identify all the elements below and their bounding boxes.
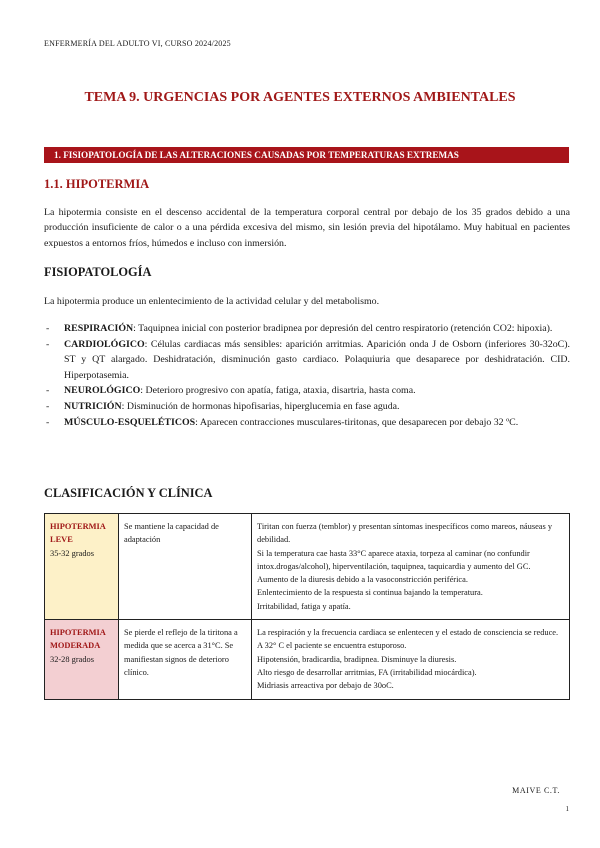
list-item-text: : Deterioro progresivo con apatía, fatiga, ataxia, disartria, hasta coma.: [140, 385, 416, 397]
intro-paragraph: La hipotermia consiste en el descenso accidental de la temperatura corporal central por debajo de los 35 grados debido a una producción insuficiente de calor o a una pérdida excesiva del mismo, sin lesión previa del hipotálamo. Muy habitual en pacientes expuestos a entornos fríos, húmedos e incluso con inmersión.: [44, 207, 570, 249]
dash-bullet: -: [46, 416, 50, 428]
detail-line: Enlentecimiento de la respuesta si continua bajando la temperatura.: [257, 588, 483, 598]
details-cell: [252, 620, 570, 699]
summary-cell: Se mantiene la capacidad de adaptación: [119, 514, 252, 620]
fisiopatologia-paragraph: La hipotermia produce un enlentecimiento de la actividad celular y del metabolismo.: [44, 296, 380, 307]
subsection-heading: 1.1. HIPOTERMIA: [44, 177, 150, 191]
list-item-term: RESPIRACIÓN: [64, 323, 134, 334]
list-item-text: : Taquipnea inicial con posterior bradipnea por depresión del centro respiratorio (retención CO2: hipoxia).: [133, 323, 553, 334]
list-item: [44, 337, 570, 384]
list-item-text: : Aparecen contracciones musculares-tiritonas, que desaparecen por debajo 32 ºC.: [195, 416, 519, 428]
table-row: [45, 514, 570, 620]
list-item-text: : Células cardiacas más sensibles: aparición arritmias. Aparición onda J de Osborn (inferiores 30-32oC). ST y QT alargado. Deshidratación, disminución gasto cardiaco. Polaquiuria que desaparece por deshidratación. CID. Hiperpotasemia.: [64, 338, 570, 381]
list-item: [44, 415, 570, 431]
list-item-term: NUTRICIÓN: [64, 400, 122, 412]
fisiopatologia-heading: FISIOPATOLOGÍA: [44, 265, 152, 279]
detail-line: Si la temperatura cae hasta 33°C aparece ataxia, torpeza al caminar (no confundir intox.drogas/alcohol), hiperventilación, taquipnea, taquicardia y aumento del GC.: [257, 548, 531, 571]
list-item: [44, 321, 570, 337]
detail-line: Alto riesgo de desarrollar arritmias, FA (irritabilidad miocárdica).: [257, 667, 477, 677]
running-header: ENFERMERÍA DEL ADULTO VI, CURSO 2024/2025: [44, 39, 231, 48]
clasificacion-heading: CLASIFICACIÓN Y CLÍNICA: [44, 486, 213, 500]
page-title: TEMA 9. URGENCIAS POR AGENTES EXTERNOS AMBIENTALES: [84, 90, 516, 105]
list-item: [44, 383, 570, 399]
detail-line: Tiritan con fuerza (temblor) y presentan síntomas inespecíficos como mareos, náuseas y debilidad.: [257, 522, 553, 545]
detail-line: Midriasis arreactiva por debajo de 30oC.: [257, 681, 394, 691]
level-range: 32-28 grados: [50, 654, 94, 664]
page-number: 1: [565, 805, 569, 813]
dash-bullet: -: [46, 323, 50, 334]
level-name: HIPOTERMIA MODERADA: [50, 628, 106, 651]
level-cell-leve: [45, 514, 119, 620]
detail-line: La respiración y la frecuencia cardiaca se enlentecen y el estado de consciencia se reduce. A 32° C el paciente se encuentra estuporoso.: [257, 628, 559, 651]
list-item: [44, 399, 570, 415]
section-heading-bar: 1. FISIOPATOLOGÍA DE LAS ALTERACIONES CAUSADAS POR TEMPERATURAS EXTREMAS: [44, 147, 569, 163]
detail-line: Hipotensión, bradicardia, bradipnea. Disminuye la diuresis.: [257, 654, 457, 664]
list-item-term: NEUROLÓGICO: [64, 385, 141, 397]
detail-line: Aumento de la diuresis debido a la vasoconstricción periférica.: [257, 575, 468, 585]
list-item-term: CARDIOLÓGICO: [64, 338, 145, 350]
dash-bullet: -: [46, 338, 50, 350]
details-cell: [252, 514, 570, 620]
level-range: 35-32 grados: [50, 548, 94, 558]
detail-line: Irritabilidad, fatiga y apatía.: [257, 601, 351, 611]
table-row: [45, 620, 570, 699]
dash-bullet: -: [46, 385, 50, 397]
summary-cell: Se pierde el reflejo de la tiritona a medida que se acerca a 31°C. Se manifiestan signos de deterioro clínico.: [119, 620, 252, 699]
level-name: HIPOTERMIA LEVE: [50, 522, 106, 545]
list-item-term: MÚSCULO-ESQUELÉTICOS: [64, 416, 196, 428]
level-cell-moderada: [45, 620, 119, 699]
dash-bullet: -: [46, 400, 50, 412]
footer-author: MAIVE C.T.: [512, 786, 560, 795]
list-item-text: : Disminución de hormonas hipofisarias, hiperglucemia en fase aguda.: [121, 400, 400, 412]
fisiopatologia-list: [44, 321, 570, 430]
clasificacion-table: [44, 513, 570, 700]
